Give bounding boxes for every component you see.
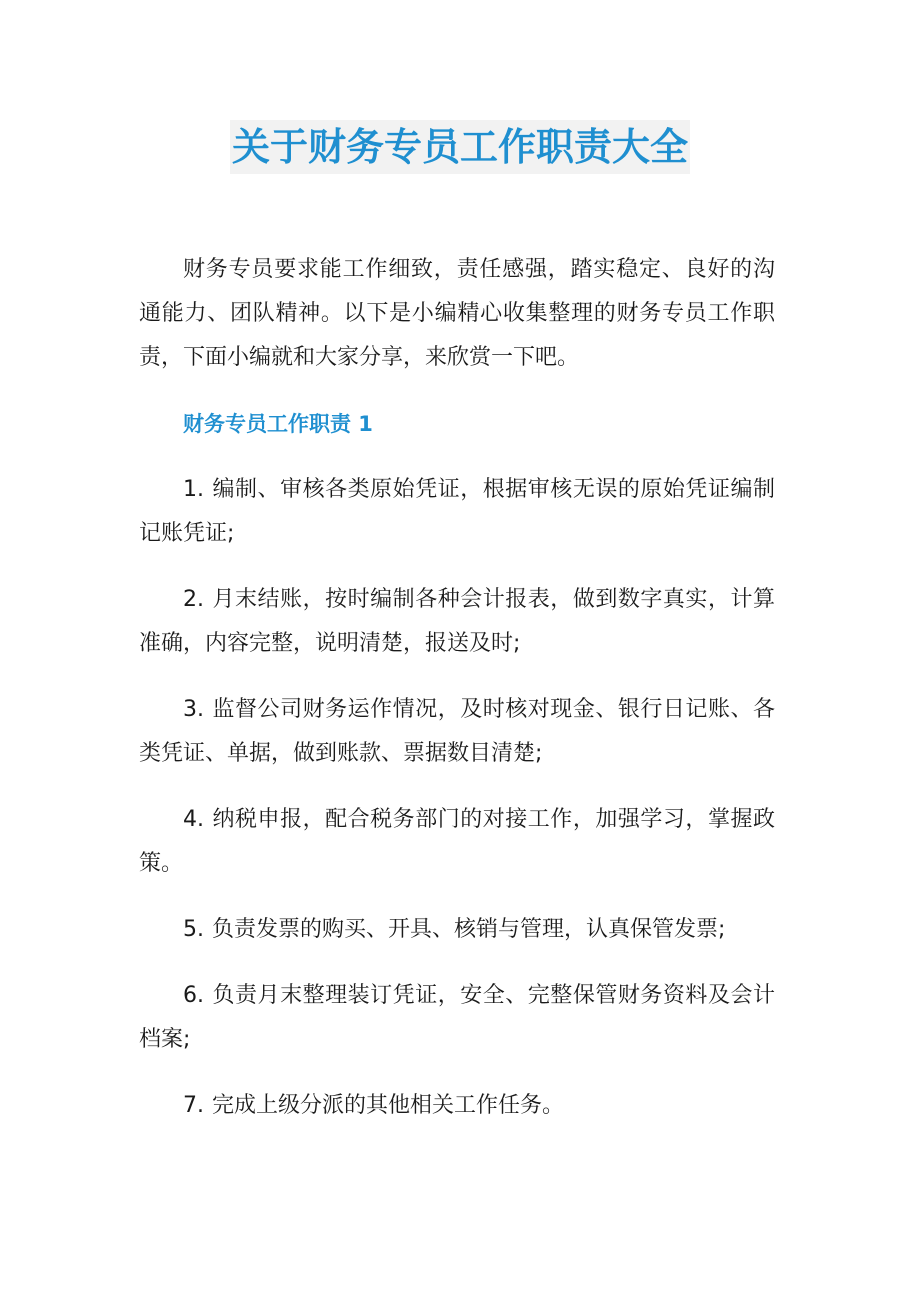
list-item-text: 完成上级分派的其他相关工作任务。 (212, 1093, 565, 1118)
list-item (139, 798, 775, 886)
section-heading: 财务专员工作职责 1 (183, 412, 373, 436)
list-item-number: 6. (183, 983, 204, 1008)
list-item-text: 编制、审核各类原始凭证，根据审核无误的原始凭证编制记账凭证; (139, 477, 775, 546)
list-item (139, 578, 775, 666)
list-item-number: 2. (183, 587, 204, 612)
list-item-text: 月末结账，按时编制各种会计报表，做到数字真实，计算准确，内容完整，说明清楚，报送及时; (139, 587, 775, 656)
list-item-number: 1. (183, 477, 204, 502)
list-item (139, 468, 775, 556)
list-item-text: 监督公司财务运作情况，及时核对现金、银行日记账、各类凭证、单据，做到账款、票据数目清楚; (139, 697, 775, 766)
title-wrapper (0, 120, 920, 174)
list-item-number: 4. (183, 807, 204, 832)
list-item (139, 1084, 775, 1128)
list-item-text: 负责月末整理装订凭证，安全、完整保管财务资料及会计档案; (139, 983, 775, 1052)
list-item-number: 5. (183, 917, 204, 942)
list-item (139, 908, 775, 952)
list-item-text: 纳税申报，配合税务部门的对接工作，加强学习，掌握政策。 (139, 807, 775, 876)
document-body (139, 248, 775, 1150)
list-item-number: 7. (183, 1093, 204, 1118)
list-item (139, 974, 775, 1062)
document-title: 关于财务专员工作职责大全 (230, 120, 690, 174)
list-item (139, 688, 775, 776)
list-item-number: 3. (183, 697, 204, 722)
intro-paragraph: 财务专员要求能工作细致，责任感强，踏实稳定、良好的沟通能力、团队精神。以下是小编精心收集整理的财务专员工作职责，下面小编就和大家分享，来欣赏一下吧。 (139, 257, 775, 370)
list-item-text: 负责发票的购买、开具、核销与管理，认真保管发票; (212, 917, 726, 942)
